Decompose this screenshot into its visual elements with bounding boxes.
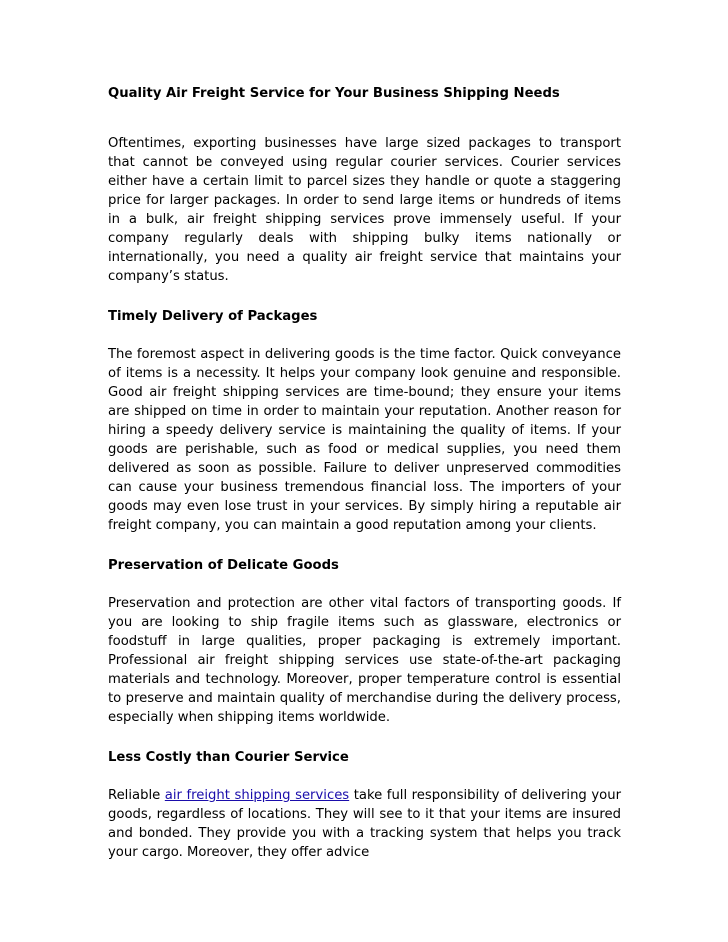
section-body-less-costly — [108, 786, 621, 862]
section-body-preservation: Preservation and protection are other vital factors of transporting goods. If you are looking to ship fragile items such as glassware, electronics or foodstuff in large qualities, proper packaging is extremely important. Professional air freight shipping services use state-of-the-art packaging materials and technology. Moreover, proper temperature control is essential to preserve and maintain quality of merchandise during the delivery process, especially when shipping items worldwide. — [108, 596, 621, 725]
document-page — [108, 0, 621, 862]
document-title: Quality Air Freight Service for Your Business Shipping Needs — [108, 86, 560, 101]
section-heading-timely-delivery: Timely Delivery of Packages — [108, 309, 318, 324]
section-body-timely-delivery: The foremost aspect in delivering goods is the time factor. Quick conveyance of items is a necessity. It helps your company look genuine and responsible. Good air freight shipping services are time-bound; they ensure your items are shipped on time in order to maintain your reputation. Another reason for hiring a speedy delivery service is maintaining the quality of items. If your goods are perishable, such as food or medical supplies, you need them delivered as soon as possible. Failure to deliver unpreserved commodities can cause your business tremendous financial loss. The importers of your goods may even lose trust in your services. By simply hiring a reputable air freight company, you can maintain a good reputation among your clients. — [108, 347, 621, 533]
section-heading-preservation: Preservation of Delicate Goods — [108, 558, 339, 573]
body-text-after-link: take full responsibility of delivering your goods, regardless of locations. They will see to it that your items are insured and bonded. They provide you with a tracking system that helps you track your cargo. Moreover, they offer advice — [108, 788, 621, 860]
air-freight-shipping-services-link[interactable]: air freight shipping services — [164, 788, 350, 803]
section-heading-less-costly: Less Costly than Courier Service — [108, 750, 349, 765]
intro-paragraph: Oftentimes, exporting businesses have large sized packages to transport that cannot be conveyed using regular courier services. Courier services either have a certain limit to parcel sizes they handle or quote a staggering price for larger packages. In order to send large items or hundreds of items in a bulk, air freight shipping services prove immensely useful. If your company regularly deals with shipping bulky items nationally or internationally, you need a quality air freight service that maintains your company’s status. — [108, 136, 621, 284]
body-text-before-link: Reliable — [108, 788, 165, 803]
